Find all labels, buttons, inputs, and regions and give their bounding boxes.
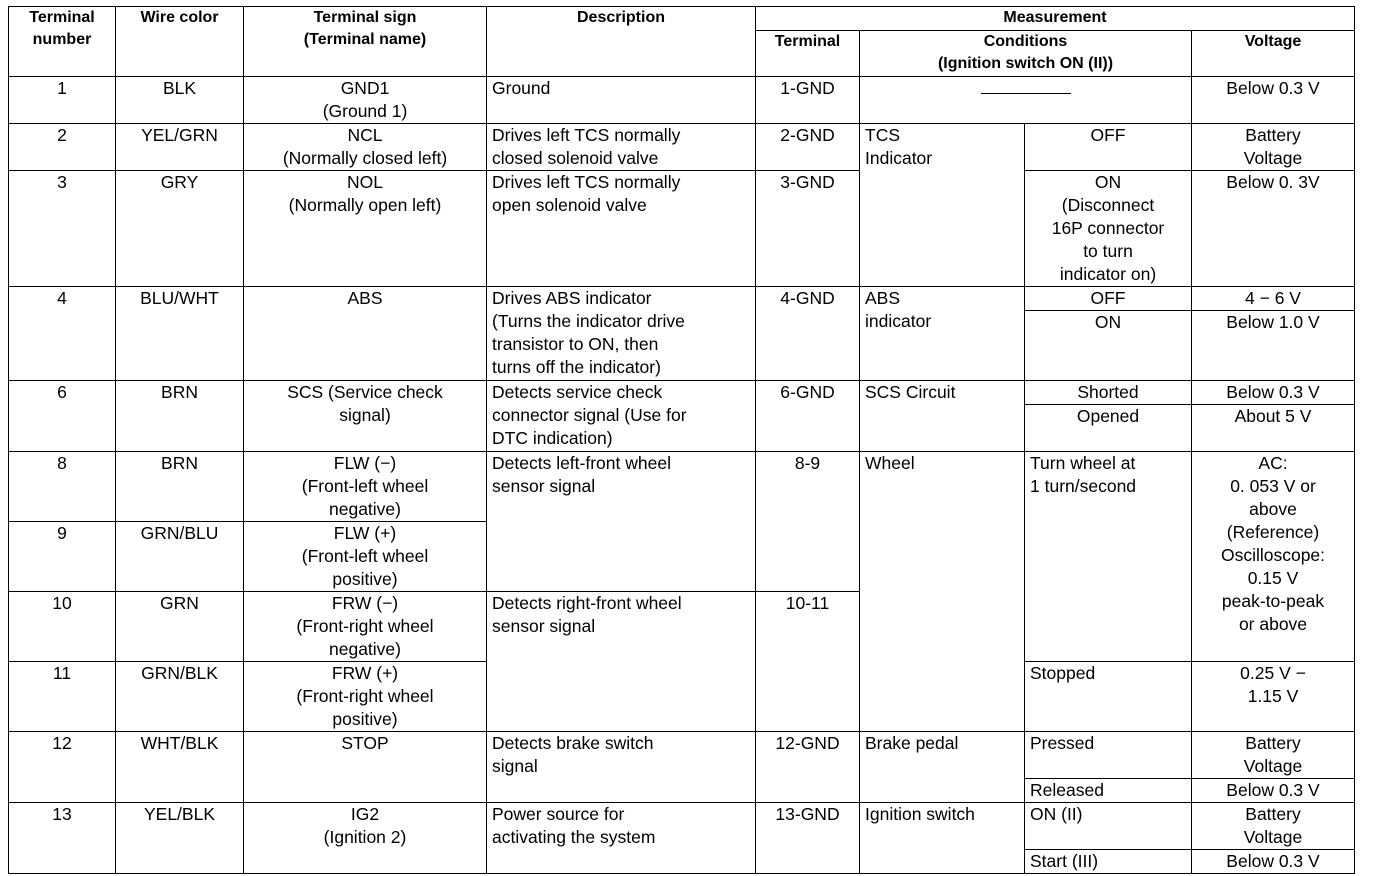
voltage: Below 0.3 V: [1192, 77, 1355, 124]
wire-color: GRN: [116, 592, 244, 662]
description: Detects brake switch signal: [487, 732, 756, 803]
terminal-sign: STOP: [244, 732, 487, 803]
terminal-sign: SCS (Service check signal): [244, 381, 487, 452]
description: Power source for activating the system: [487, 803, 756, 874]
description: Drives ABS indicator (Turns the indicator drive transistor to ON, then turns off the indicator): [487, 287, 756, 381]
measure-terminal: 2-GND: [756, 124, 860, 171]
condition: ON (Disconnect 16P connector to turn indicator on): [1025, 171, 1192, 287]
description: Drives left TCS normally closed solenoid valve: [487, 124, 756, 171]
condition: OFF: [1025, 124, 1192, 171]
condition: Opened: [1025, 405, 1192, 452]
measure-item: Ignition switch: [860, 803, 1025, 874]
voltage: Below 0.3 V: [1192, 850, 1355, 874]
wire-color: GRY: [116, 171, 244, 287]
measure-terminal: 1-GND: [756, 77, 860, 124]
terminal-sign: FRW (+) (Front-right wheel positive): [244, 662, 487, 732]
table-row: [9, 124, 1355, 171]
condition: [860, 77, 1192, 124]
voltage: Below 1.0 V: [1192, 311, 1355, 381]
table-row: [9, 803, 1355, 850]
terminal-table: [8, 6, 1355, 874]
measure-item: ABS indicator: [860, 287, 1025, 381]
measure-item: SCS Circuit: [860, 381, 1025, 452]
header-voltage: Voltage: [1192, 31, 1355, 77]
voltage: About 5 V: [1192, 405, 1355, 452]
description: Ground: [487, 77, 756, 124]
header-terminal-number: Terminal number: [9, 7, 116, 77]
terminal-number: 2: [9, 124, 116, 171]
measure-terminal: 3-GND: [756, 171, 860, 287]
description: Detects right-front wheel sensor signal: [487, 592, 756, 732]
wire-color: BLU/WHT: [116, 287, 244, 381]
no-condition-dash: [981, 93, 1071, 95]
condition: OFF: [1025, 287, 1192, 311]
wire-color: BLK: [116, 77, 244, 124]
wire-color: GRN/BLU: [116, 522, 244, 592]
wire-color: GRN/BLK: [116, 662, 244, 732]
voltage: Below 0.3 V: [1192, 381, 1355, 405]
measure-terminal: 6-GND: [756, 381, 860, 452]
table-row: [9, 287, 1355, 311]
voltage: AC: 0. 053 V or above (Reference) Oscilloscope: 0.15 V peak-to-peak or above: [1192, 452, 1355, 662]
header-conditions: Conditions (Ignition switch ON (II)): [860, 31, 1192, 77]
voltage: Battery Voltage: [1192, 732, 1355, 779]
voltage: 0.25 V − 1.15 V: [1192, 662, 1355, 732]
table-row: [9, 77, 1355, 124]
terminal-sign: GND1 (Ground 1): [244, 77, 487, 124]
terminal-number: 13: [9, 803, 116, 874]
terminal-sign: FLW (+) (Front-left wheel positive): [244, 522, 487, 592]
description: Drives left TCS normally open solenoid valve: [487, 171, 756, 287]
terminal-sign: IG2 (Ignition 2): [244, 803, 487, 874]
header-terminal-sign: Terminal sign (Terminal name): [244, 7, 487, 77]
terminal-sign: NOL (Normally open left): [244, 171, 487, 287]
terminal-number: 1: [9, 77, 116, 124]
header-wire-color: Wire color: [116, 7, 244, 77]
table-row: [9, 381, 1355, 405]
wire-color: YEL/GRN: [116, 124, 244, 171]
table-row: [9, 732, 1355, 779]
voltage: Below 0. 3V: [1192, 171, 1355, 287]
terminal-number: 9: [9, 522, 116, 592]
voltage: Below 0.3 V: [1192, 779, 1355, 803]
terminal-number: 4: [9, 287, 116, 381]
terminal-number: 8: [9, 452, 116, 522]
condition: Shorted: [1025, 381, 1192, 405]
condition: Turn wheel at 1 turn/second: [1025, 452, 1192, 662]
measure-item: TCS Indicator: [860, 124, 1025, 287]
wire-color: BRN: [116, 452, 244, 522]
wire-color: WHT/BLK: [116, 732, 244, 803]
condition: ON (II): [1025, 803, 1192, 850]
table-row: [9, 452, 1355, 522]
condition: ON: [1025, 311, 1192, 381]
terminal-sign: FRW (−) (Front-right wheel negative): [244, 592, 487, 662]
measure-terminal: 4-GND: [756, 287, 860, 381]
terminal-sign: NCL (Normally closed left): [244, 124, 487, 171]
condition: Pressed: [1025, 732, 1192, 779]
header-description: Description: [487, 7, 756, 77]
measure-terminal: 12-GND: [756, 732, 860, 803]
voltage: 4 − 6 V: [1192, 287, 1355, 311]
header-measurement: Measurement: [756, 7, 1355, 31]
terminal-number: 6: [9, 381, 116, 452]
measure-item: Wheel: [860, 452, 1025, 732]
voltage: Battery Voltage: [1192, 803, 1355, 850]
terminal-number: 11: [9, 662, 116, 732]
header-terminal: Terminal: [756, 31, 860, 77]
measure-terminal: 8-9: [756, 452, 860, 592]
condition: Start (III): [1025, 850, 1192, 874]
condition: Released: [1025, 779, 1192, 803]
measure-item: Brake pedal: [860, 732, 1025, 803]
voltage: Battery Voltage: [1192, 124, 1355, 171]
terminal-number: 10: [9, 592, 116, 662]
table-row: [9, 171, 1355, 287]
terminal-number: 3: [9, 171, 116, 287]
wire-color: YEL/BLK: [116, 803, 244, 874]
terminal-sign: FLW (−) (Front-left wheel negative): [244, 452, 487, 522]
description: Detects service check connector signal (Use for DTC indication): [487, 381, 756, 452]
terminal-number: 12: [9, 732, 116, 803]
description: Detects left-front wheel sensor signal: [487, 452, 756, 592]
wire-color: BRN: [116, 381, 244, 452]
condition: Stopped: [1025, 662, 1192, 732]
measure-terminal: 10-11: [756, 592, 860, 732]
terminal-sign: ABS: [244, 287, 487, 381]
measure-terminal: 13-GND: [756, 803, 860, 874]
